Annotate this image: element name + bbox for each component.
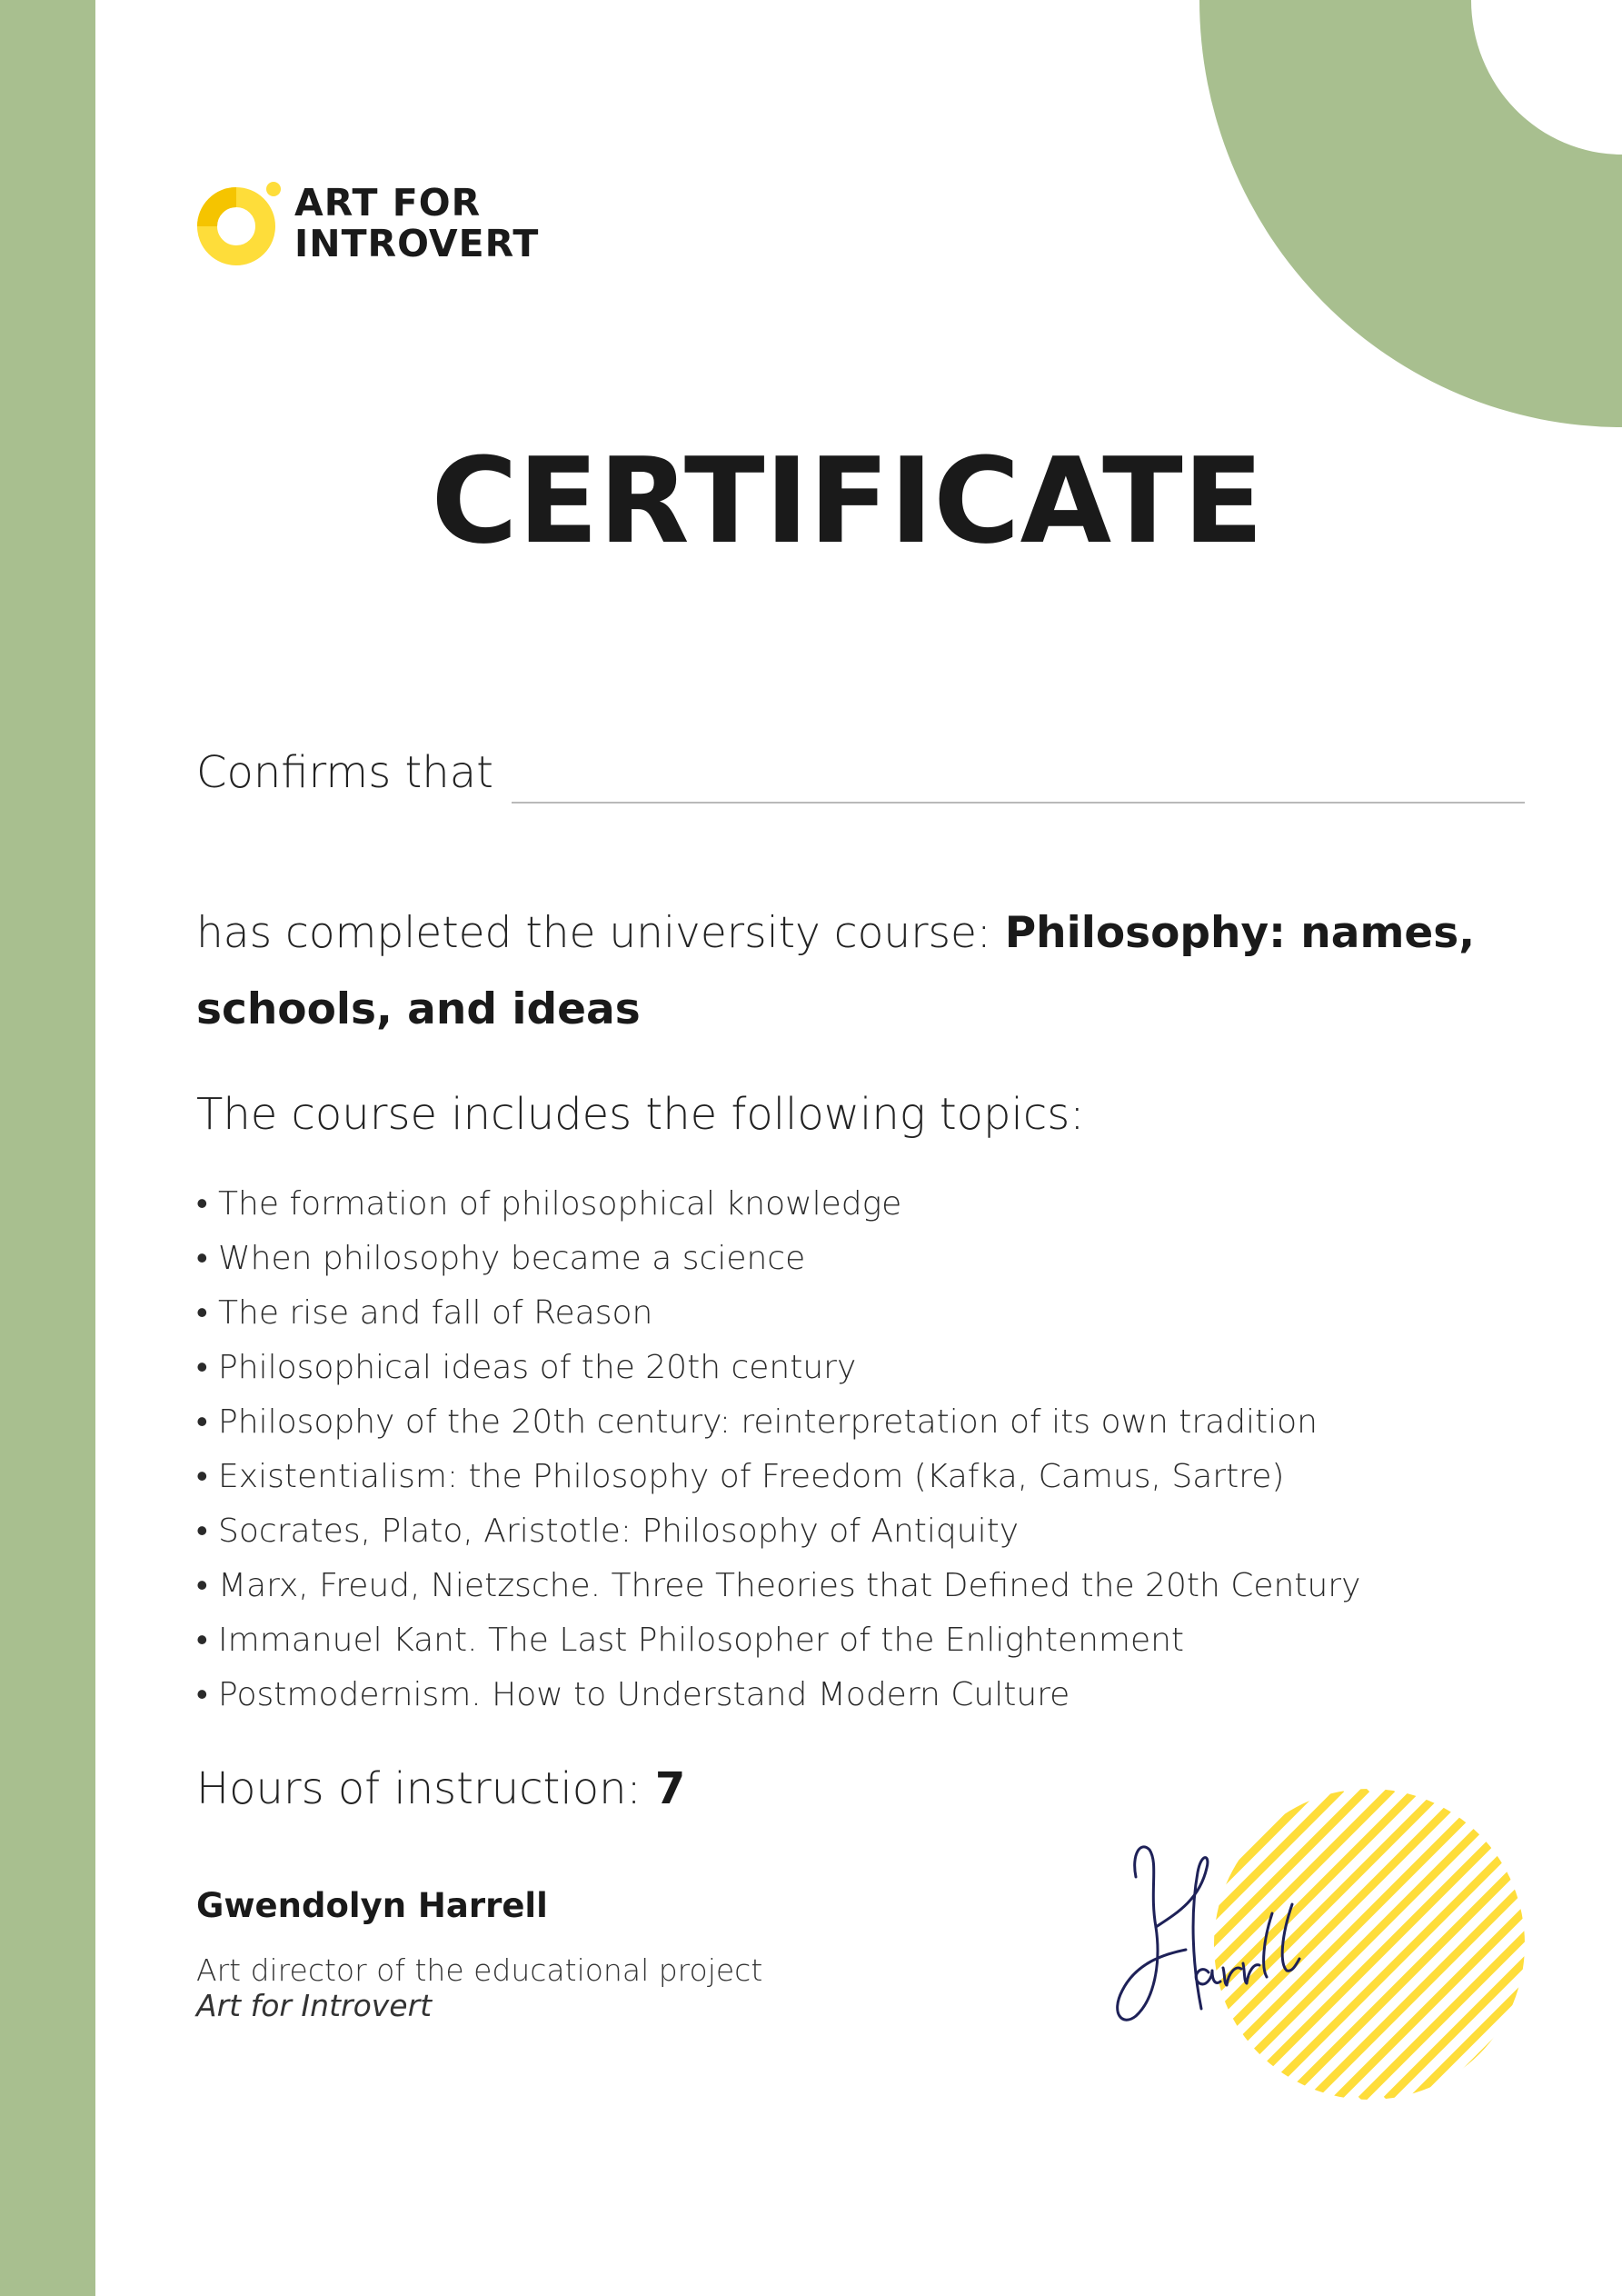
topic-item: • The rise and fall of Reason	[196, 1286, 1360, 1341]
confirms-label: Confirms that	[196, 747, 493, 798]
topic-item: • The formation of philosophical knowledge	[196, 1177, 1360, 1232]
corner-arc-decoration	[1199, 0, 1622, 427]
ring-logo-icon	[196, 181, 282, 266]
topics-heading: The course includes the following topics:	[196, 1089, 1085, 1140]
logo-line-2: INTROVERT	[294, 222, 540, 265]
certificate-title: CERTIFICATE	[431, 432, 1264, 570]
signer-project: Art for Introvert	[196, 1988, 433, 2023]
completion-statement	[196, 895, 1514, 1048]
topic-item: • Philosophy of the 20th century: reinterpretation of its own tradition	[196, 1395, 1360, 1450]
signer-role-text: Art director of the educational project	[196, 1952, 763, 1988]
course-name: Philosophy: names, schools, and ideas	[196, 908, 1476, 1034]
signer-role	[196, 1952, 762, 2023]
topic-item: • When philosophy became a science	[196, 1232, 1360, 1286]
signer-name: Gwendolyn Harrell	[196, 1886, 548, 1925]
logo-wordmark	[294, 183, 539, 265]
recipient-name-line	[512, 802, 1525, 804]
left-accent-band	[0, 0, 95, 2296]
topic-list	[196, 1177, 1360, 1722]
hours-value: 7	[654, 1763, 686, 1814]
hours-label: Hours of instruction:	[196, 1763, 655, 1814]
handwritten-signature	[1100, 1827, 1318, 2036]
topic-item: • Existentialism: the Philosophy of Freedom (Kafka, Camus, Sartre)	[196, 1450, 1360, 1504]
brand-logo	[196, 181, 539, 266]
completion-prefix: has completed the university course:	[196, 908, 1005, 958]
topic-item: • Philosophical ideas of the 20th century	[196, 1341, 1360, 1395]
topic-item: • Marx, Freud, Nietzsche. Three Theories that Defined the 20th Century	[196, 1559, 1360, 1613]
topic-item: • Immanuel Kant. The Last Philosopher of the Enlightenment	[196, 1613, 1360, 1668]
topic-item: • Postmodernism. How to Understand Modern Culture	[196, 1668, 1360, 1722]
logo-line-1: ART FOR	[294, 181, 482, 225]
topic-item: • Socrates, Plato, Aristotle: Philosophy of Antiquity	[196, 1504, 1360, 1559]
hours-of-instruction	[196, 1763, 685, 1814]
